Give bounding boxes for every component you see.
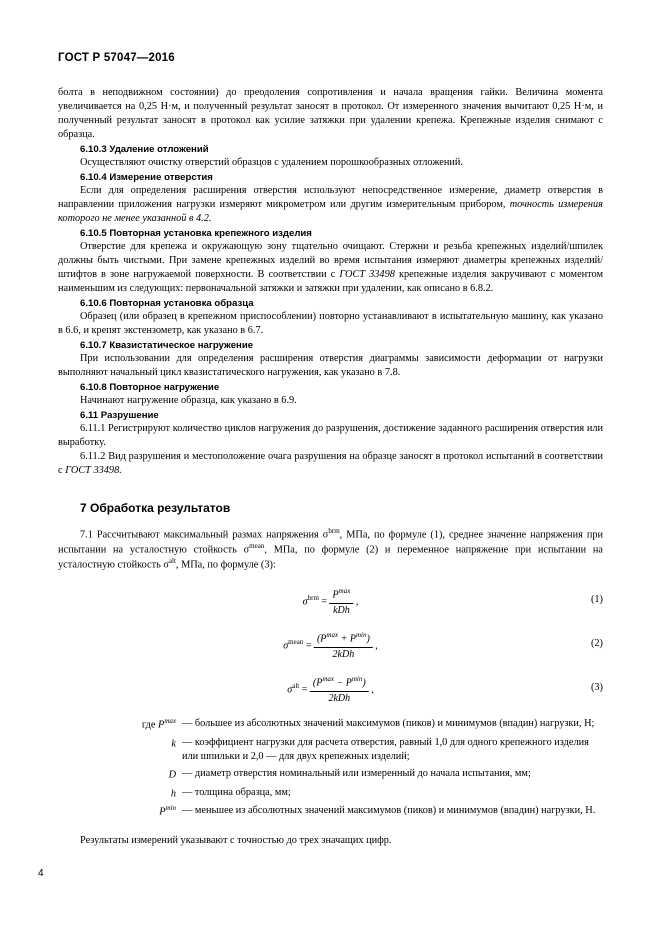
formula-2-fraction bbox=[314, 631, 373, 661]
formula-3-lhs: σ bbox=[287, 684, 293, 696]
paragraph-6-10-5 bbox=[58, 240, 603, 296]
heading-6-10-7: 6.10.7 Квазистатическое нагружение bbox=[80, 340, 254, 352]
sup-brm: brm bbox=[328, 526, 340, 535]
paragraph-6-10-4-italic: точность измерения которого не менее указанной в 4.2. bbox=[58, 199, 603, 225]
formula-2-comma: , bbox=[375, 640, 378, 652]
paragraph-7-1-part4: , МПа, по формуле (3): bbox=[175, 559, 276, 571]
formula-3-numerator bbox=[310, 675, 369, 692]
formula-1-num-sup: max bbox=[338, 586, 351, 595]
formula-3-num-mid: − P bbox=[334, 677, 352, 689]
sup-mean: mean bbox=[249, 542, 265, 551]
paragraph-6-10-7: При использовании для определения расширения отверстия диаграммы зависимости деформации от нагрузки выполняют начальный цикл квазистатического нагружения, как указано в 7.8. bbox=[58, 353, 603, 379]
heading-6-10-3: 6.10.3 Удаление отложений bbox=[80, 144, 209, 155]
definition-term-base: P bbox=[159, 806, 166, 818]
formula-1-comma: , bbox=[355, 596, 359, 608]
formula-2-numerator bbox=[314, 631, 373, 648]
formula-3-number: (3) bbox=[590, 681, 603, 693]
formula-1-num-base: P bbox=[332, 589, 339, 601]
formula-2-lhs: σ bbox=[283, 640, 289, 652]
formula-row-1 bbox=[58, 587, 603, 617]
paragraph-6-10-4 bbox=[58, 184, 603, 226]
definition-description: — большее из абсолютных значений максимумов (пиков) и минимумов (впадин) нагрузки, Н; bbox=[182, 717, 595, 729]
formula-3-num-base: (P bbox=[312, 677, 323, 689]
formula-3 bbox=[287, 675, 373, 705]
sup-alt: alt bbox=[168, 557, 176, 566]
formula-3-denominator: 2kDh bbox=[328, 692, 351, 704]
formula-row-2 bbox=[58, 631, 603, 661]
page-header: ГОСТ Р 57047—2016 bbox=[58, 52, 175, 64]
formula-2-equals: = bbox=[305, 640, 312, 652]
formula-3-num-sup: max bbox=[322, 674, 334, 683]
page-number: 4 bbox=[38, 868, 44, 879]
formula-1-equals: = bbox=[321, 596, 328, 608]
definition-row bbox=[58, 786, 603, 802]
definition-term-base: D bbox=[168, 769, 176, 781]
formula-1-number: (1) bbox=[590, 593, 603, 605]
paragraph-6-10-8: Начинают нагружение образца, как указано в 6.9. bbox=[80, 395, 297, 407]
formula-row-3 bbox=[58, 675, 603, 705]
paragraph-6-10-5-part3: крепежные изделия закручивают с моментом наименьшим из следующих: первоначальной затяжки и затяжки при удалении, как описано в 6.8.2. bbox=[58, 269, 603, 295]
formula-3-num-end: ) bbox=[362, 677, 366, 689]
paragraph-6-10-3: Осуществляют очистку отверстий образцов с удалением порошкообразных отложений. bbox=[80, 157, 463, 169]
paragraph-6-11-1: 6.11.1 Регистрируют количество циклов нагружения до разрушения, достижение заданного расширения отверстия или выработку. bbox=[58, 423, 603, 449]
definition-list bbox=[58, 717, 603, 820]
definition-term-base: P bbox=[158, 719, 165, 731]
definition-description: — коэффициент нагрузки для расчета отверстия, равный 1,0 для одного крепежного изделия или шпильки и 2,0 — для двух крепежных изделий; bbox=[182, 736, 589, 762]
formula-2-num-end: ) bbox=[366, 633, 370, 645]
definition-term bbox=[58, 767, 182, 783]
document-body bbox=[58, 86, 603, 848]
definition-term bbox=[58, 736, 182, 764]
paragraph-6-11-2-part1: 6.11.2 Вид разрушения и местоположение очага разрушения на образце заносят в протокол испытаний в соответствии с bbox=[58, 451, 603, 477]
heading-6-11: 6.11 Разрушение bbox=[80, 410, 159, 422]
formula-1-numerator bbox=[330, 587, 354, 604]
paragraph-7-1-part1: 7.1 Рассчитывают максимальный размах напряжения σ bbox=[80, 529, 329, 541]
paragraph-continued: болта в неподвижном состоянии) до преодоления сопротивления и начала вращения гайки. Величина момента увеличивается на 0,25 Н·м, и полученный результат заносят в протокол. От измеренного значения вычитают 0,25 Н·м, и полученный результат заносят в протокол как усилие затяжки при удалении крепежа. Крепежные изделия снимают с образца. bbox=[58, 87, 603, 140]
heading-6-10-4: 6.10.4 Измерение отверстия bbox=[80, 172, 213, 184]
paragraph-6-10-4-part1: Если для определения расширения отверстия используют непосредственное измерение, диаметр отверстия в направлении приложения нагрузки измеряют микрометром или другим измерительным прибором, bbox=[58, 185, 603, 211]
heading-section-7: 7 Обработка результатов bbox=[80, 501, 231, 516]
definition-row bbox=[58, 804, 603, 820]
reference-gost-33498-2: ГОСТ 33498. bbox=[65, 465, 122, 477]
definition-term bbox=[58, 786, 182, 802]
heading-6-10-6: 6.10.6 Повторная установка образца bbox=[80, 298, 254, 310]
paragraph-6-10-5-part1: Отверстие для крепежа и окружающую зону тщательно очищают. Стержни и резьба крепежных изделий/шпилек должны быть чистыми. При замене крепежных изделий во время испытания измеряют диаметры крепежных изделий/штифтов в зоне нагружаемой поверхности. В соответствии с bbox=[58, 241, 603, 281]
definition-row bbox=[58, 767, 603, 783]
paragraph-6-11-2 bbox=[58, 450, 603, 478]
formula-2 bbox=[283, 631, 378, 661]
reference-gost-33498: ГОСТ 33498 bbox=[339, 269, 395, 281]
paragraph-7-1-part3: , МПа, по формуле (2) и переменное напряжение при испытании на усталостную стойкость σ bbox=[58, 544, 603, 571]
definition-description: — меньшее из абсолютных значений максимумов (пиков) и минимумов (впадин) нагрузки, Н. bbox=[182, 805, 596, 817]
formula-2-num-sup2: min bbox=[355, 630, 367, 639]
definition-row bbox=[58, 717, 603, 733]
formula-2-num-base: (P bbox=[316, 633, 327, 645]
formula-1-lhs: σ bbox=[302, 596, 308, 608]
definition-term-sup: max bbox=[164, 716, 176, 725]
heading-6-10-8: 6.10.8 Повторное нагружение bbox=[80, 382, 220, 394]
definition-term-sup: min bbox=[165, 804, 176, 813]
definition-description: — толщина образца, мм; bbox=[182, 786, 291, 798]
formula-2-num-mid: + P bbox=[338, 633, 356, 645]
formula-3-fraction bbox=[310, 675, 369, 705]
formula-2-lhs-sup: mean bbox=[288, 638, 304, 647]
formula-1-denominator: kDh bbox=[333, 604, 350, 616]
definition-description: — диаметр отверстия номинальный или измеренный до начала испытания, мм; bbox=[182, 767, 531, 779]
formula-3-num-sup2: min bbox=[351, 674, 363, 683]
paragraph-7-1 bbox=[58, 527, 603, 573]
formula-2-denominator: 2kDh bbox=[332, 648, 355, 660]
closing-paragraph: Результаты измерений указывают с точностью до трех значащих цифр. bbox=[80, 834, 392, 846]
formula-2-num-sup: max bbox=[326, 630, 339, 639]
formula-1 bbox=[303, 587, 359, 617]
heading-6-10-5: 6.10.5 Повторная установка крепежного изделия bbox=[80, 228, 312, 240]
formula-3-lhs-sup: alt bbox=[292, 682, 300, 691]
paragraph-7-1-part2: , МПа, по формуле (1), среднее значение напряжения при испытании на усталостную стойкость σ bbox=[58, 529, 603, 556]
formula-3-comma: , bbox=[371, 684, 374, 696]
formula-1-lhs-sup: brm bbox=[307, 594, 319, 603]
definition-term-base: k bbox=[171, 737, 176, 749]
definition-term-base: h bbox=[170, 787, 176, 799]
definition-term bbox=[58, 804, 182, 820]
formula-2-number: (2) bbox=[590, 637, 603, 649]
formula-1-fraction bbox=[330, 587, 354, 617]
definition-term bbox=[58, 717, 182, 733]
definition-row bbox=[58, 736, 603, 764]
paragraph-6-10-6: Образец (или образец в крепежном приспособлении) повторно устанавливают в испытательную машину, как указано в 6.6, и крепят экстензометр, как указано в 6.7. bbox=[58, 311, 603, 337]
definition-lead: где bbox=[141, 719, 156, 731]
formula-3-equals: = bbox=[301, 684, 308, 696]
